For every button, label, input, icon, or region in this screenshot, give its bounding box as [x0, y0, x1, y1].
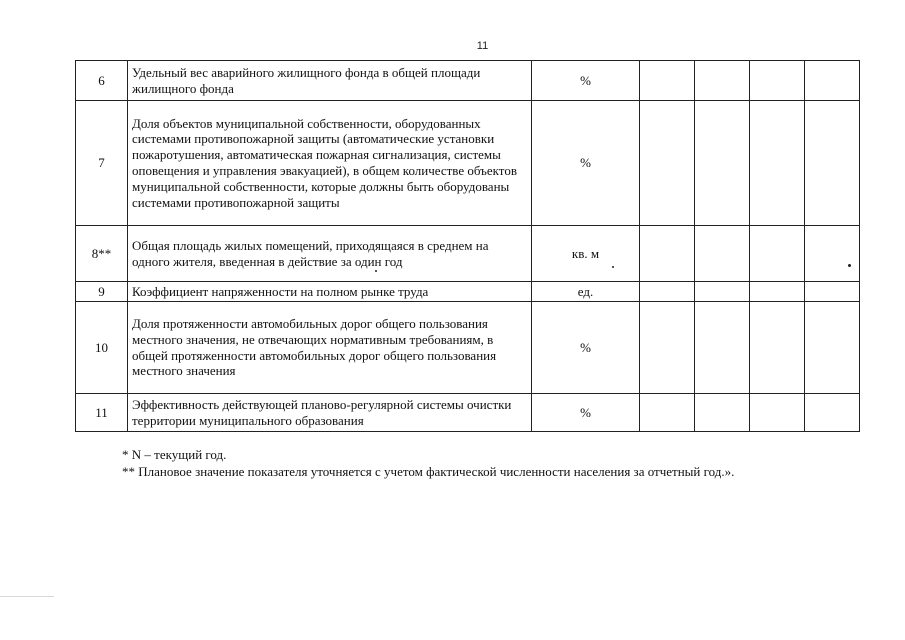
indicator-description: Доля объектов муниципальной собственности, оборудованных системами противопожарной защиты (автоматические установки пожаротушения, автоматическая пожарная сигнализация, системы оповещения и управления эвакуацией), в общем количестве объектов муниципальной собственности, которые должны быть оборудованы системами противопожарной защиты [128, 101, 532, 226]
table-row [76, 101, 860, 226]
value-cell [805, 101, 860, 226]
value-cell [695, 61, 750, 101]
value-cell [640, 282, 695, 302]
value-cell [695, 302, 750, 394]
unit-of-measure: кв. м [532, 226, 640, 282]
row-number: 10 [76, 302, 128, 394]
value-cell [640, 302, 695, 394]
page-number: 11 [476, 40, 489, 52]
margin-rule [0, 596, 54, 597]
value-cell [750, 302, 805, 394]
value-cell [695, 226, 750, 282]
unit-of-measure: % [532, 394, 640, 432]
scan-speck [848, 264, 851, 267]
indicators-table [75, 60, 860, 432]
row-number: 11 [76, 394, 128, 432]
footnote-planned-value: ** Плановое значение показателя уточняется с учетом фактической численности населения за отчетный год.». [122, 464, 735, 479]
value-cell [805, 61, 860, 101]
table-row [76, 61, 860, 101]
value-cell [805, 394, 860, 432]
value-cell [805, 282, 860, 302]
indicator-description: Удельный вес аварийного жилищного фонда в общей площади жилищного фонда [128, 61, 532, 101]
unit-of-measure: ед. [532, 282, 640, 302]
row-number: 7 [76, 101, 128, 226]
value-cell [805, 226, 860, 282]
value-cell [750, 101, 805, 226]
value-cell [640, 61, 695, 101]
unit-of-measure: % [532, 101, 640, 226]
unit-of-measure: % [532, 61, 640, 101]
scan-speck [612, 266, 614, 268]
row-number: 8** [76, 226, 128, 282]
unit-of-measure: % [532, 302, 640, 394]
value-cell [805, 302, 860, 394]
value-cell [640, 394, 695, 432]
value-cell [750, 282, 805, 302]
value-cell [640, 226, 695, 282]
table-row [76, 282, 860, 302]
table-row [76, 394, 860, 432]
value-cell [695, 394, 750, 432]
footnotes [122, 446, 734, 480]
value-cell [750, 226, 805, 282]
value-cell [750, 394, 805, 432]
indicator-description: Общая площадь жилых помещений, приходящаяся в среднем на одного жителя, введенная в действие за один год [128, 226, 532, 282]
value-cell [695, 101, 750, 226]
value-cell [695, 282, 750, 302]
footnote-current-year: * N – текущий год. [122, 447, 227, 462]
indicator-description: Эффективность действующей планово-регулярной системы очистки территории муниципального образования [128, 394, 532, 432]
scan-speck [375, 270, 377, 272]
table-row [76, 226, 860, 282]
table-row [76, 302, 860, 394]
value-cell [640, 101, 695, 226]
indicator-description: Коэффициент напряженности на полном рынке труда [128, 282, 532, 302]
value-cell [750, 61, 805, 101]
row-number: 9 [76, 282, 128, 302]
row-number: 6 [76, 61, 128, 101]
indicator-description: Доля протяженности автомобильных дорог общего пользования местного значения, не отвечающих нормативным требованиям, в общей протяженности автомобильных дорог общего пользования местного значения [128, 302, 532, 394]
